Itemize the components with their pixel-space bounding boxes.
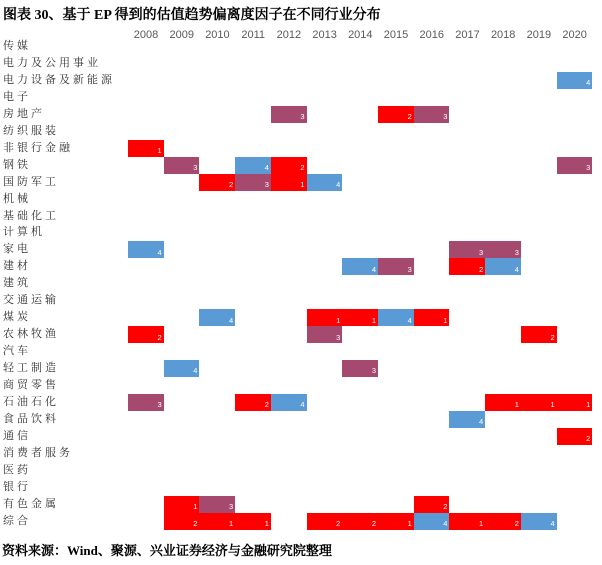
heatmap-cell bbox=[164, 360, 200, 377]
cell-value: 4 bbox=[443, 519, 448, 529]
cell-value: 2 bbox=[264, 400, 269, 410]
heatmap-cell bbox=[414, 309, 450, 326]
industry-label: 食品饮料 bbox=[3, 412, 59, 425]
industry-label: 家电 bbox=[3, 243, 31, 256]
industry-label: 电子 bbox=[3, 90, 31, 103]
heatmap-cell bbox=[414, 106, 450, 123]
heatmap-cell bbox=[521, 394, 557, 411]
cell-value: 1 bbox=[371, 315, 377, 325]
year-label: 2009 bbox=[169, 29, 194, 41]
cell-value: 3 bbox=[193, 163, 198, 173]
cell-value: 2 bbox=[336, 519, 341, 529]
industry-label: 汽车 bbox=[3, 345, 31, 358]
cell-value: 1 bbox=[479, 519, 484, 529]
cell-value: 1 bbox=[586, 400, 591, 410]
source-note: 资料来源：Wind、聚源、兴业证券经济与金融研究院整理 bbox=[2, 543, 332, 558]
cell-value: 1 bbox=[157, 146, 162, 156]
cell-value: 2 bbox=[371, 519, 377, 529]
year-label: 2019 bbox=[526, 29, 552, 41]
year-label: 2010 bbox=[205, 29, 230, 41]
cell-value: 4 bbox=[371, 264, 377, 274]
industry-label: 国防军工 bbox=[3, 175, 59, 188]
cell-value: 1 bbox=[407, 519, 412, 529]
cell-value: 2 bbox=[300, 163, 305, 173]
heatmap-cell bbox=[557, 157, 593, 174]
heatmap-cell bbox=[414, 513, 450, 530]
year-label: 2011 bbox=[241, 29, 265, 41]
cell-value: 2 bbox=[193, 519, 198, 529]
heatmap-cell bbox=[235, 174, 271, 191]
heatmap-cell bbox=[128, 241, 164, 258]
industry-label: 计算机 bbox=[3, 226, 45, 239]
cell-value: 2 bbox=[514, 519, 519, 529]
cell-value: 1 bbox=[264, 519, 269, 529]
year-label: 2020 bbox=[562, 29, 587, 41]
industry-label: 钢铁 bbox=[3, 158, 31, 171]
cell-value: 2 bbox=[228, 180, 234, 190]
cell-value: 3 bbox=[300, 112, 305, 122]
cell-value: 3 bbox=[336, 332, 341, 342]
heatmap-cell bbox=[164, 157, 200, 174]
heatmap-cell bbox=[235, 394, 271, 411]
heatmap-cell bbox=[378, 106, 414, 123]
heatmap-cell bbox=[342, 258, 378, 275]
cell-value: 4 bbox=[336, 180, 341, 190]
industry-label: 机械 bbox=[3, 192, 31, 205]
cell-value: 3 bbox=[371, 366, 377, 376]
year-label: 2017 bbox=[455, 29, 480, 41]
cell-value: 4 bbox=[228, 315, 234, 325]
year-label: 2018 bbox=[490, 29, 516, 41]
cell-value: 1 bbox=[228, 519, 234, 529]
heatmap-cell bbox=[485, 513, 521, 530]
heatmap-cell bbox=[271, 157, 307, 174]
cell-value: 1 bbox=[336, 315, 341, 325]
year-label: 2012 bbox=[276, 29, 302, 41]
cell-value: 2 bbox=[157, 332, 162, 342]
heatmap-cell bbox=[449, 411, 485, 428]
industry-label: 传媒 bbox=[3, 40, 31, 52]
cell-value: 4 bbox=[157, 247, 162, 257]
year-label: 2016 bbox=[419, 29, 444, 41]
heatmap-cell bbox=[199, 174, 235, 191]
heatmap-cell bbox=[378, 309, 414, 326]
heatmap-cell bbox=[307, 174, 343, 191]
industry-label: 房地产 bbox=[3, 107, 45, 120]
heatmap-cell bbox=[521, 513, 557, 530]
industry-label: 交通运输 bbox=[3, 294, 59, 307]
year-label: 2015 bbox=[383, 29, 409, 41]
industry-label: 有色金属 bbox=[3, 497, 59, 510]
heatmap-cell bbox=[271, 106, 307, 123]
cell-value: 2 bbox=[407, 112, 412, 122]
industry-label: 建材 bbox=[3, 260, 31, 273]
industry-label: 医药 bbox=[3, 463, 31, 476]
heatmap-cell bbox=[164, 513, 200, 530]
cell-value: 1 bbox=[300, 180, 305, 190]
industry-label: 轻工制造 bbox=[3, 362, 59, 375]
heatmap-cell bbox=[164, 496, 200, 513]
heatmap-cell bbox=[271, 394, 307, 411]
cell-value: 1 bbox=[514, 400, 519, 410]
cell-value: 4 bbox=[193, 366, 198, 376]
heatmap-cell bbox=[271, 174, 307, 191]
cell-value: 3 bbox=[514, 247, 519, 257]
page-title: 图表 30、基于 EP 得到的估值趋势偏离度因子在不同行业分布 bbox=[3, 8, 381, 23]
cell-value: 4 bbox=[300, 400, 305, 410]
cell-value: 1 bbox=[193, 502, 198, 512]
industry-label: 农林牧渔 bbox=[3, 328, 59, 341]
heatmap-cell bbox=[307, 309, 343, 326]
heatmap-cell bbox=[449, 241, 485, 258]
heatmap-cell bbox=[342, 513, 378, 530]
cell-value: 2 bbox=[443, 502, 448, 512]
cell-value: 1 bbox=[443, 315, 448, 325]
heatmap-cell bbox=[557, 72, 593, 89]
heatmap-cell bbox=[449, 513, 485, 530]
industry-label: 通信 bbox=[3, 429, 31, 442]
heatmap-cell bbox=[128, 326, 164, 343]
industry-label: 电力设备及新能源 bbox=[3, 73, 115, 86]
cell-value: 4 bbox=[264, 163, 269, 173]
heatmap-cell bbox=[342, 360, 378, 377]
heatmap-cell bbox=[557, 428, 593, 445]
cell-value: 3 bbox=[157, 400, 162, 410]
cell-value: 3 bbox=[228, 502, 234, 512]
heatmap-cell bbox=[378, 258, 414, 275]
industry-label: 煤炭 bbox=[3, 311, 31, 324]
heatmap-cell bbox=[521, 326, 557, 343]
cell-value: 4 bbox=[586, 78, 591, 88]
cell-value: 3 bbox=[407, 264, 412, 274]
heatmap-cell bbox=[199, 513, 235, 530]
heatmap-cell bbox=[378, 513, 414, 530]
year-label: 2014 bbox=[348, 29, 373, 41]
heatmap-cell bbox=[342, 309, 378, 326]
industry-label: 消费者服务 bbox=[3, 446, 73, 459]
heatmap-cell bbox=[235, 157, 271, 174]
cell-value: 3 bbox=[479, 247, 484, 257]
heatmap-cell bbox=[128, 140, 164, 157]
cell-value: 1 bbox=[550, 400, 555, 410]
heatmap-cell bbox=[307, 513, 343, 530]
cell-value: 2 bbox=[479, 264, 484, 274]
heatmap-cell bbox=[128, 394, 164, 411]
industry-label: 非银行金融 bbox=[3, 141, 73, 154]
industry-label: 电力及公用事业 bbox=[3, 56, 101, 69]
heatmap-cell bbox=[485, 241, 521, 258]
industry-label: 商贸零售 bbox=[3, 379, 59, 391]
heatmap-cell bbox=[235, 513, 271, 530]
cell-value: 2 bbox=[550, 332, 555, 342]
year-label: 2013 bbox=[312, 29, 337, 41]
cell-value: 2 bbox=[586, 434, 591, 444]
year-label: 2008 bbox=[133, 29, 159, 41]
cell-value: 3 bbox=[264, 180, 269, 190]
cell-value: 3 bbox=[443, 112, 448, 122]
industry-label: 纺织服装 bbox=[3, 124, 59, 137]
cell-value: 4 bbox=[514, 264, 519, 274]
industry-label: 银行 bbox=[3, 480, 31, 493]
heatmap-cell bbox=[485, 394, 521, 411]
industry-label: 建筑 bbox=[3, 277, 31, 290]
heatmap-cell bbox=[449, 258, 485, 275]
heatmap-cell bbox=[557, 394, 593, 411]
heatmap-cell bbox=[199, 309, 235, 326]
cell-value: 4 bbox=[479, 417, 484, 427]
heatmap-cell bbox=[485, 258, 521, 275]
cell-value: 4 bbox=[407, 315, 412, 325]
heatmap-cell bbox=[199, 496, 235, 513]
industry-label: 基础化工 bbox=[3, 209, 59, 222]
industry-label: 石油石化 bbox=[3, 395, 59, 408]
heatmap-cell bbox=[414, 496, 450, 513]
cell-value: 4 bbox=[550, 519, 555, 529]
industry-label: 综合 bbox=[3, 514, 31, 527]
cell-value: 3 bbox=[586, 163, 591, 173]
heatmap-cell bbox=[307, 326, 343, 343]
